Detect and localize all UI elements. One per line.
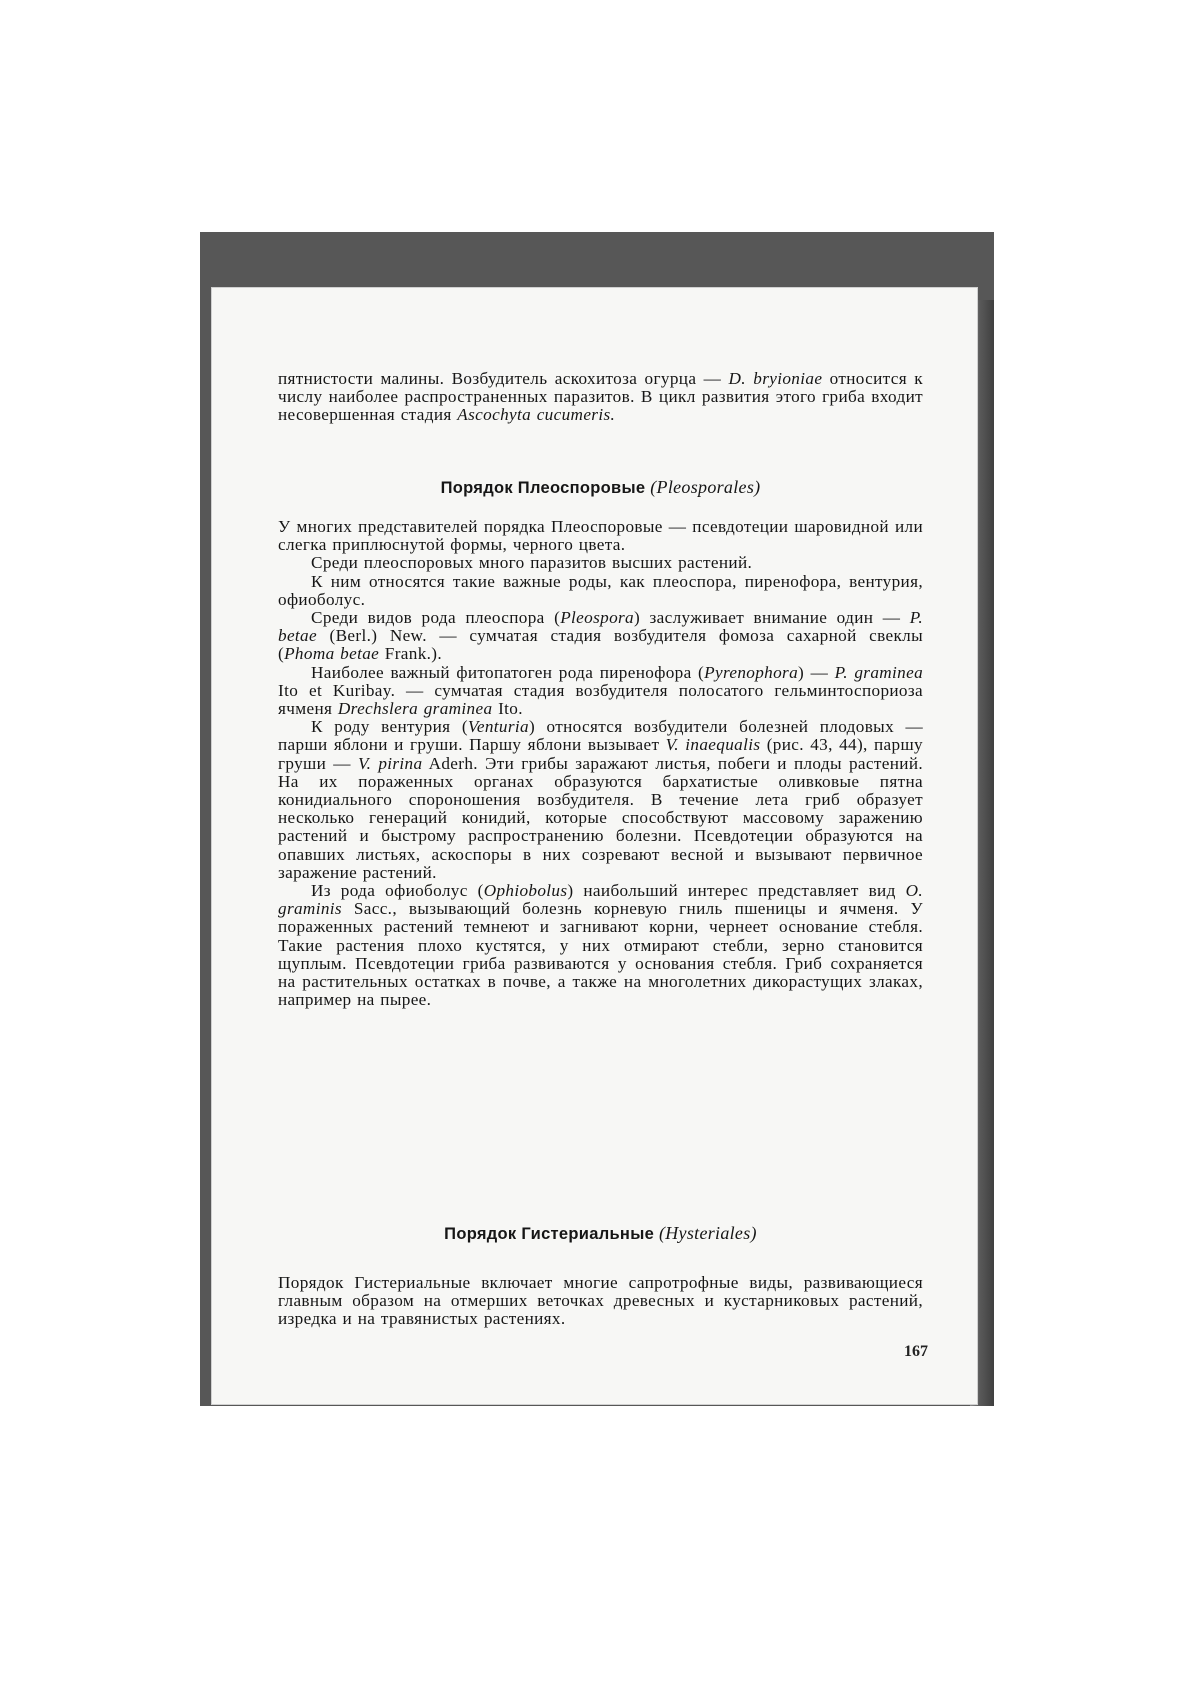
species-name: Ascochyta cucumeris. [457, 405, 616, 425]
text-run: Ito. [492, 699, 523, 719]
text-run: Среди видов рода плеоспора ( [311, 608, 561, 628]
species-name: Drechslera graminea [337, 699, 493, 719]
section-heading-pleosporales [278, 477, 923, 498]
species-name: Pleospora [560, 608, 634, 628]
species-name: O. graminis [278, 881, 924, 919]
heading-title: Порядок Плеоспоровые [440, 479, 646, 497]
section-heading-hysteriales [278, 1223, 923, 1244]
text-run: Sacc., вызывающий болезнь корневую гниль пшеницы и ячменя. У пораженных растений темнеют и загнивают корни, чернеет основание стебля. Такие растения плохо кустятся, у них отмирают стебли, зерно становится щуплым. Псевдотеции гриба развиваются у основания стебля. Гриб сохраняется на растительных остатках в почве, а также на многолетних дикорастущих злаках, например на пырее. [278, 899, 923, 1010]
text-run: ) — [798, 662, 835, 682]
text-run: ) заслуживает внимание один — [634, 608, 910, 628]
intro-text: пятнистости малины. Возбудитель аскохитоза огурца — [278, 369, 729, 388]
paragraph [278, 609, 923, 664]
paragraph [278, 882, 923, 1009]
species-name: V. inaequalis [665, 735, 761, 755]
hysteriales-section [278, 1274, 923, 1329]
paragraph [278, 718, 923, 882]
heading-latin: (Pleosporales) [650, 477, 761, 497]
text-run: Из рода офиоболус ( [311, 881, 484, 901]
species-name: Venturia [467, 717, 529, 737]
species-name: Pyrenophora [704, 662, 799, 682]
heading-title: Порядок Гистериальные [444, 1225, 655, 1243]
species-name: P. betae [278, 608, 924, 646]
paragraph: К ним относятся такие важные роды, как плеоспора, пиренофора, вентурия, офиоболус. [278, 571, 923, 609]
paragraph: Среди плеоспоровых много паразитов высших растений. [311, 553, 753, 573]
text-run: ) относятся возбудители болезней плодовых — парши яблони и груши. Паршу яблони вызывает [278, 717, 924, 755]
text-run: Aderh. Эти грибы заражают листья, побеги и плоды растений. На их пораженных органах образуются бархатистые оливковые пятна конидиального спороношения возбудителя. В течение лета гриб образует несколько генераций конидий, которые способствуют массовому заражению растений и быстрому распространению болезни. Псевдотеции образуются на опавших листьях, аскоспоры в них созревают весной и вызывают первичное заражение растений. [278, 753, 924, 882]
species-name: Ophiobolus [483, 881, 568, 901]
pleosporales-section [278, 518, 923, 1009]
species-name: D. bryioniae [728, 369, 823, 388]
intro-paragraph [278, 370, 923, 425]
text-run: Ito et Kuribay. — сумчатая стадия возбудителя полосатого гельминтоспориоза ячменя [278, 680, 923, 719]
species-name: Phoma betae [284, 644, 380, 664]
paragraph: У многих представителей порядка Плеоспоровые — псевдотеции шаровидной или слегка приплюснутой формы, черного цвета. [278, 517, 923, 555]
text-run: К роду вентурия ( [311, 717, 468, 737]
intro-text: относится к числу наиболее распространенных паразитов. В цикл развития этого гриба входит несовершенная стадия [278, 369, 923, 425]
text-run: (рис. 43, 44), паршу груши — [278, 735, 923, 773]
paragraph [278, 664, 923, 719]
text-run: Frank.). [379, 644, 443, 664]
text-run: Наиболее важный фитопатоген рода пиренофора ( [311, 662, 705, 682]
paragraph: Порядок Гистериальные включает многие сапротрофные виды, развивающиеся главным образом на отмерших веточках древесных и кустарниковых растений, изредка и на травянистых растениях. [278, 1273, 923, 1329]
heading-latin: (Hysteriales) [658, 1223, 757, 1243]
species-name: P. graminea [834, 662, 924, 682]
page-number: 167 [904, 1343, 928, 1360]
text-run: ) наибольший интерес представляет вид [567, 881, 906, 901]
species-name: V. pirina [357, 753, 423, 773]
text-run: (Berl.) New. — сумчатая стадия возбудителя фомоза сахарной свеклы ( [278, 626, 923, 664]
